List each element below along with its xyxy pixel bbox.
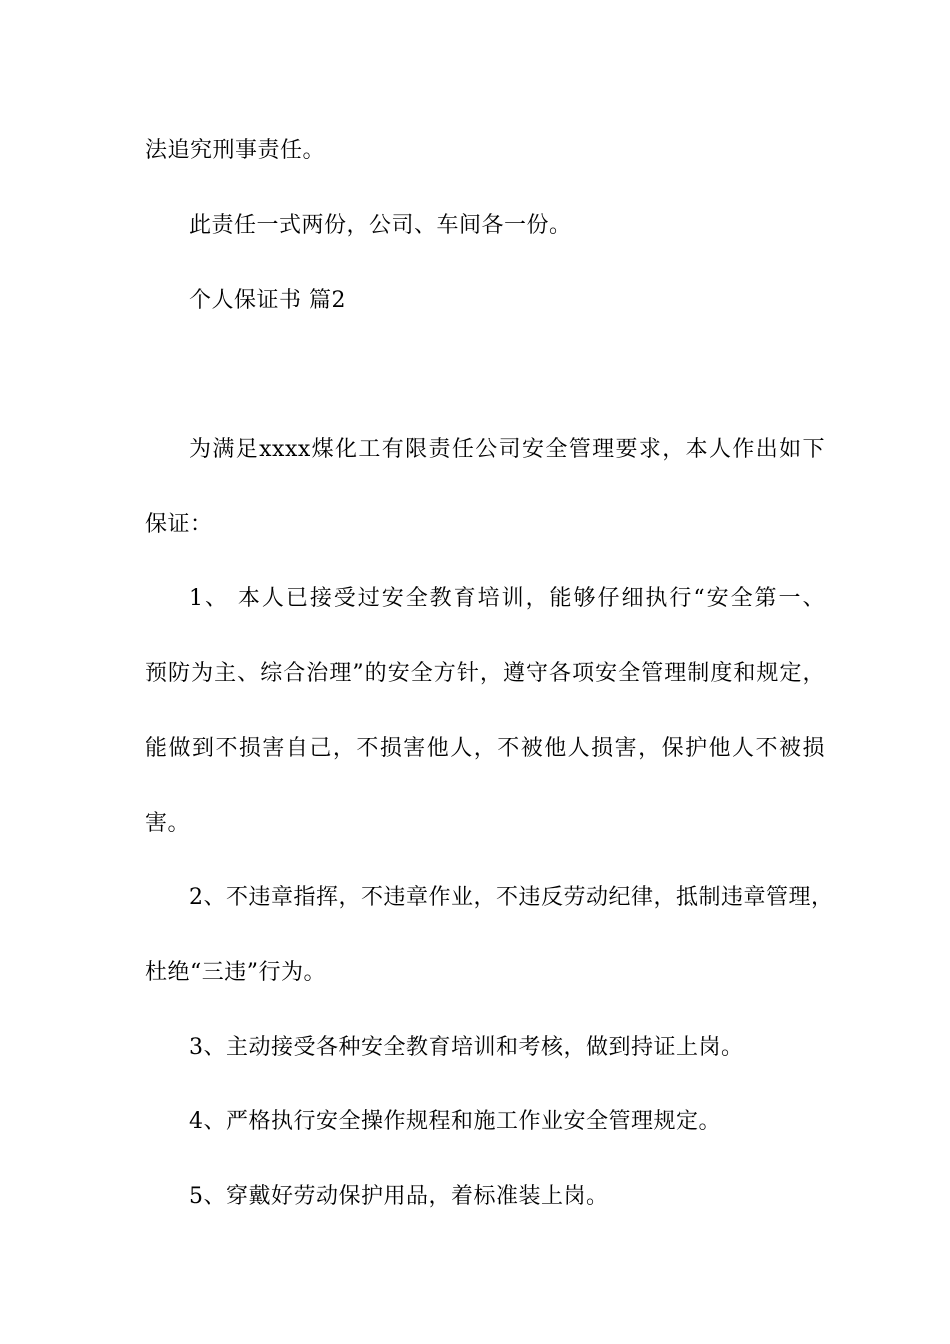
- paragraph-line: 此责任一式两份，公司、车间各一份。: [189, 213, 572, 238]
- list-item-line: 3、主动接受各种安全教育培训和考核，做到持证上岗。: [189, 1035, 744, 1060]
- list-item-line: 2、不违章指挥，不违章作业，不违反劳动纪律，抵制违章管理，: [189, 885, 834, 910]
- paragraph-line: 保证：: [145, 512, 213, 537]
- list-item-line: 预防为主、综合治理”的安全方针，遵守各项安全管理制度和规定，: [145, 661, 825, 686]
- list-item-line: 4、严格执行安全操作规程和施工作业安全管理规定。: [189, 1109, 721, 1134]
- section-heading: 个人保证书 篇2: [189, 288, 346, 313]
- paragraph-line: 法追究刑事责任。: [145, 138, 326, 163]
- list-item-line: 杜绝“三违”行为。: [145, 960, 326, 985]
- list-item-line: 5、穿戴好劳动保护用品，着标准装上岗。: [189, 1184, 609, 1209]
- list-item-line: 能做到不损害自己，不损害他人，不被他人损害，保护他人不被损: [145, 736, 825, 761]
- paragraph-line: 为满足xxxx煤化工有限责任公司安全管理要求，本人作出如下: [189, 437, 825, 462]
- list-item-line: 1、 本人已接受过安全教育培训，能够仔细执行“安全第一、: [189, 586, 825, 611]
- list-item-line: 害。: [145, 811, 191, 836]
